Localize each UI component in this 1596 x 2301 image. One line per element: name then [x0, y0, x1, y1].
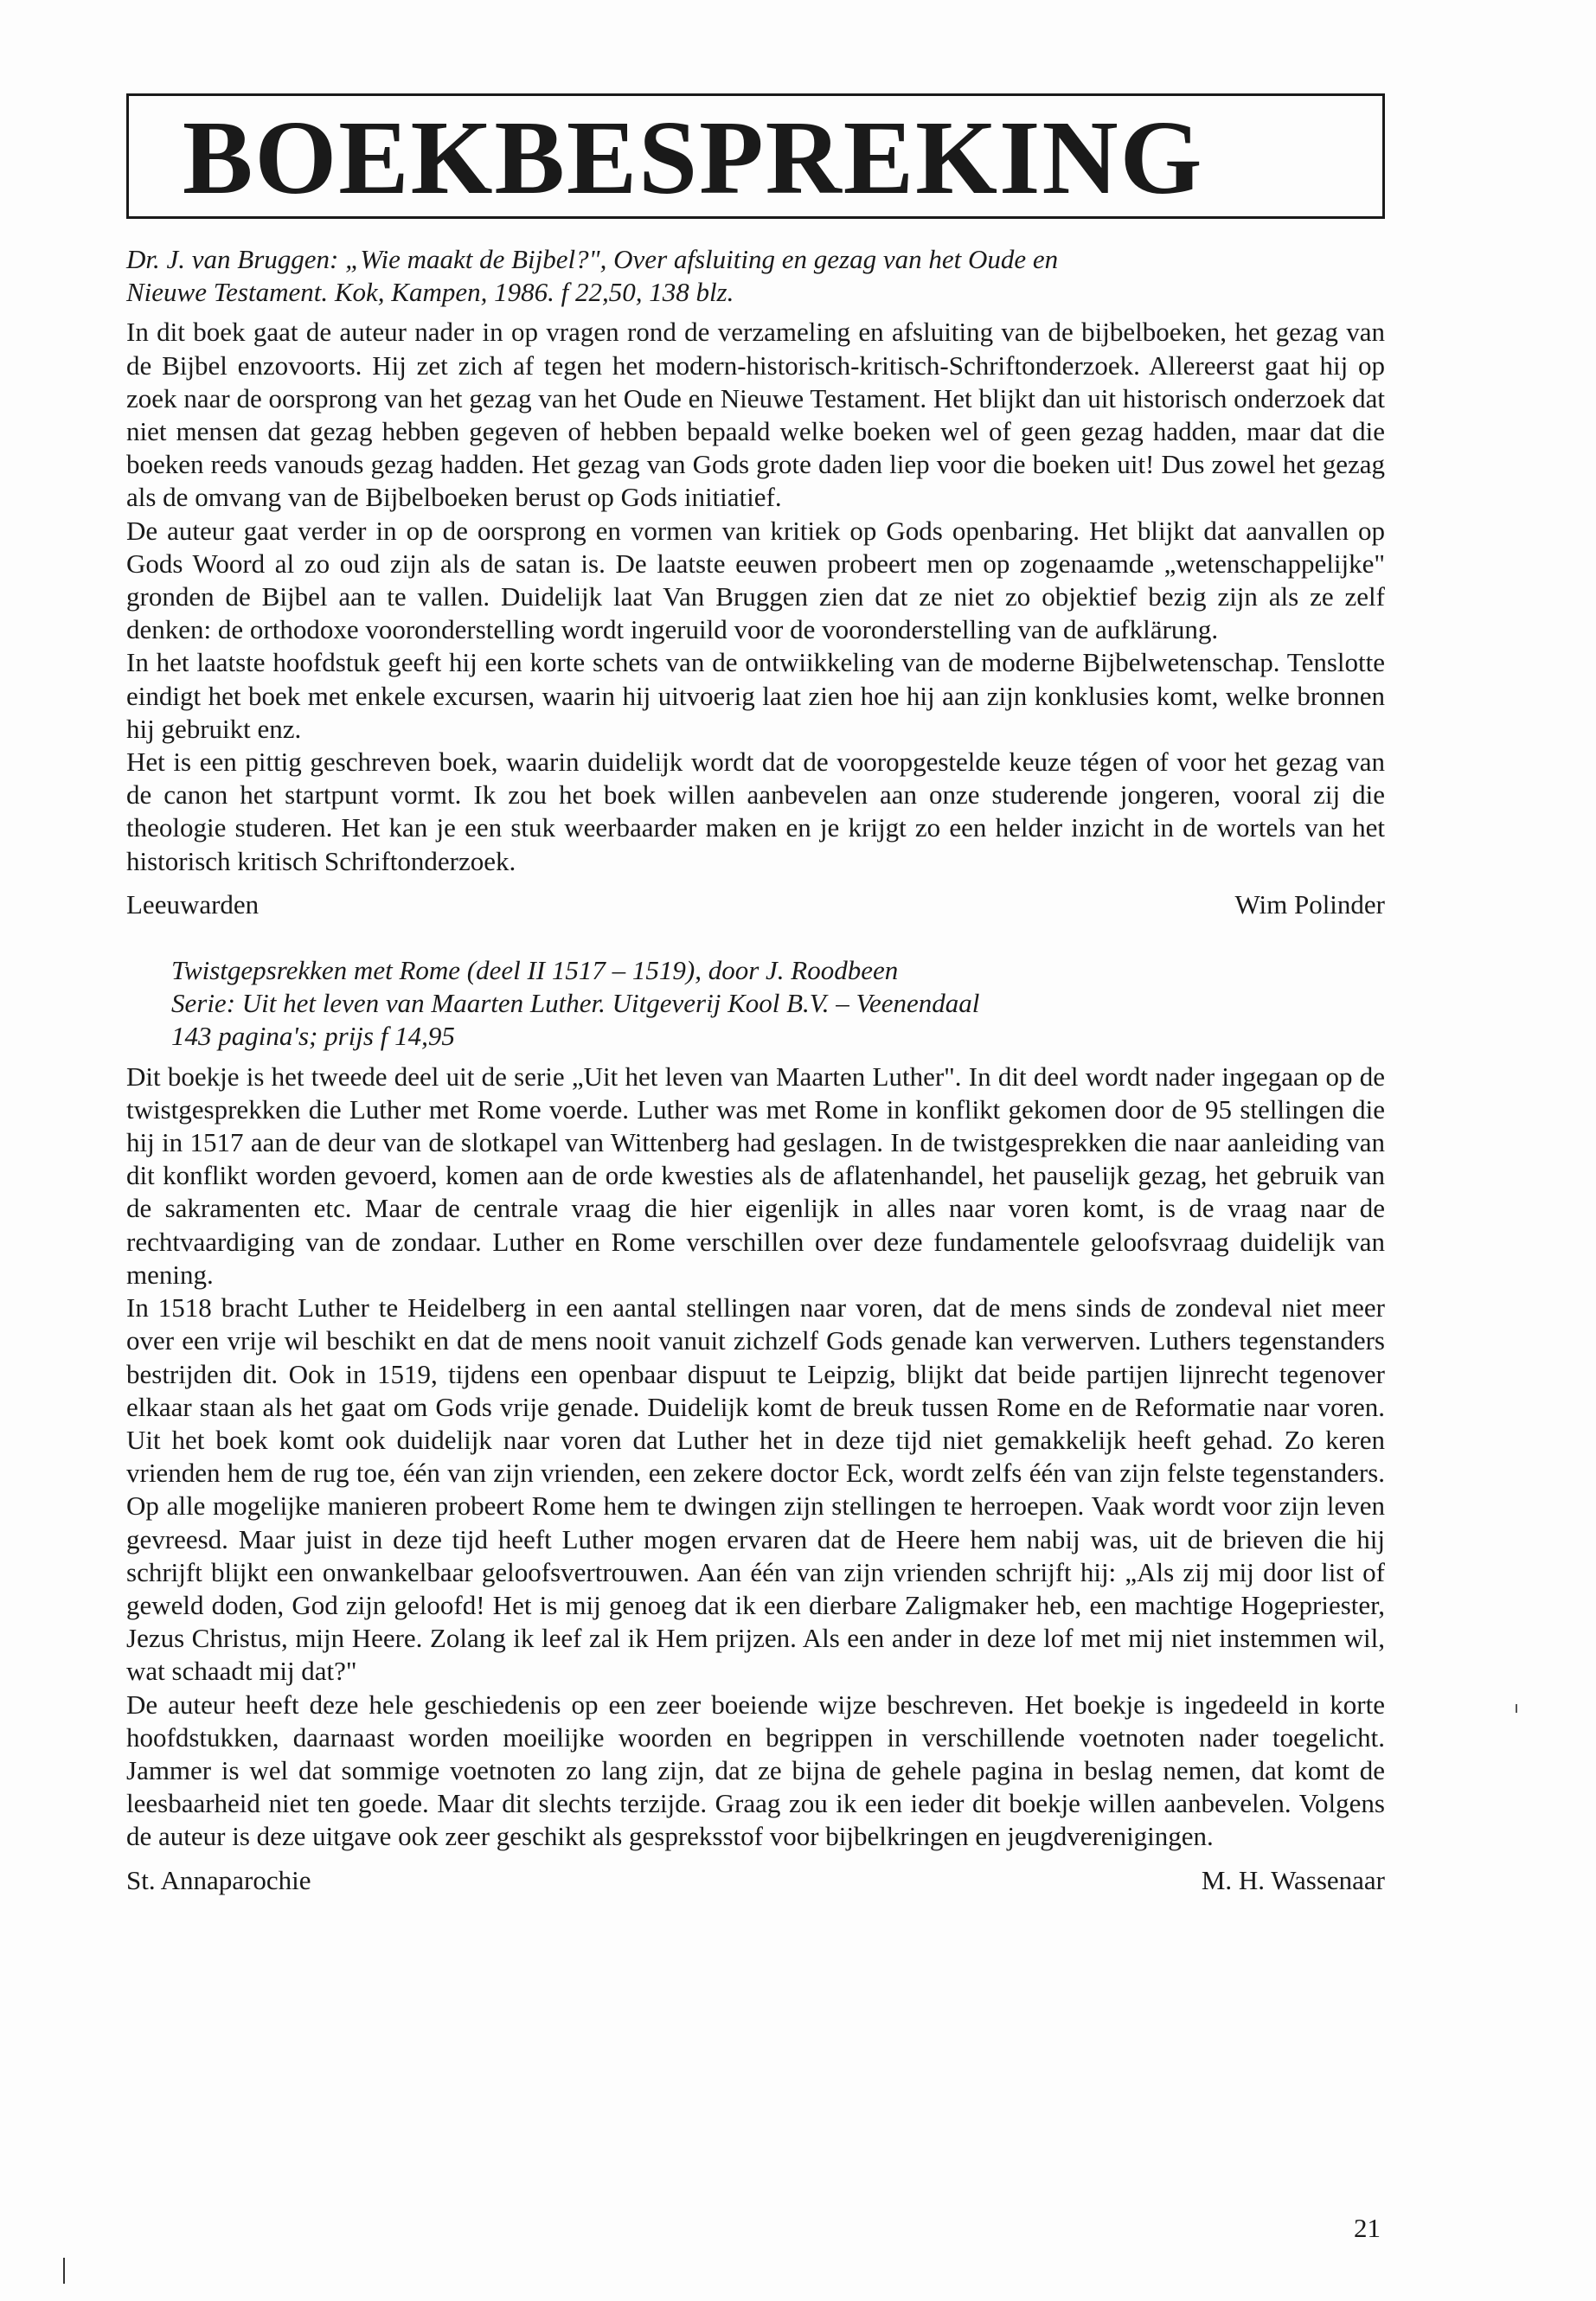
review-2: [126, 954, 1385, 1897]
review-1: [126, 243, 1385, 921]
review-2-citation: [126, 954, 1385, 1054]
review-paragraph: Het is een pittig geschreven boek, waarin duidelijk wordt dat de vooropgestelde keuze tégen of voor het gezag van de canon het startpunt vormt. Ik zou het boek willen aanbevelen aan onze studerende jongeren, vooral zij die theologie studeren. Het kan je een stuk weerbaarder maken en je krijgt zo een helder inzicht in de wortels van het historisch kritisch Schriftonderzoek.: [126, 747, 1385, 876]
review-paragraph: Dit boekje is het tweede deel uit de serie „Uit het leven van Maarten Luther". In dit deel wordt nader ingegaan op de twistgesprekken die Luther met Rome voerde. Luther was met Rome in konflikt gekomen door de 95 stellingen die hij in 1517 aan de deur van de slotkapel van Wittenberg had geslagen. In de twistgesprekken die naar aanleiding van dit konflikt worden gevoerd, komen aan de orde kwesties als de aflatenhandel, het pauselijk gezag, het gebruik van de sakramenten etc. Maar de centrale vraag die hier eigenlijk in alles naar voren komt, is de vraag naar de rechtvaardiging van de zondaar. Luther en Rome verschillen over deze fundamentele geloofsvraag duidelijk van mening.: [126, 1061, 1385, 1290]
review-paragraph: De auteur heeft deze hele geschiedenis op een zeer boeiende wijze beschreven. Het boekje is ingedeeld in korte hoofdstukken, daarnaast worden moeilijke woorden en begrippen in verschillende voetnoten nader toegelicht. Jammer is wel dat sommige voetnoten zo lang zijn, dat ze bijna de gehele pagina in beslag nemen, dat komt de leesbaarheid niet ten goede. Maar dit slechts terzijde. Graag zou ik een ieder dit boekje willen aanbevelen. Volgens de auteur is deze uitgave ook zeer geschikt als gespreksstof voor bijbelkringen en jeugdverenigingen.: [126, 1689, 1385, 1852]
page: [126, 93, 1385, 1897]
page-number: 21: [1354, 2213, 1381, 2243]
signature-place: Leeuwarden: [126, 888, 260, 920]
review-1-citation: [126, 243, 1385, 309]
signature-author: Wim Polinder: [1234, 888, 1385, 920]
review-paragraph: In het laatste hoofdstuk geeft hij een korte schets van de ontwiikkeling van de moderne Bijbelwetenschap. Tenslotte eindigt het boek met enkele excursen, waarin hij uitvoerig laat zien hoe hij aan zijn konklusies komt, welke bronnen hij gebruikt enz.: [126, 647, 1385, 744]
scan-mark: [1516, 1704, 1517, 1713]
citation-line: Serie: Uit het leven van Maarten Luther. Uitgeverij Kool B.V. – Veenendaal: [171, 988, 980, 1019]
citation-line: Twistgepsrekken met Rome (deel II 1517 – 1519), door J. Roodbeen: [171, 955, 899, 986]
review-paragraph: De auteur gaat verder in op de oorsprong en vormen van kritiek op Gods openbaring. Het blijkt dat aanvallen op Gods Woord al zo oud zijn als de satan is. De laatste eeuwen probeert men op zogenaamde „wetenschappelijke" gronden de Bijbel aan te vallen. Duidelijk laat Van Bruggen zien dat ze niet zo objektief bezig zijn als ze zelf denken: de orthodoxe vooronderstelling wordt ingeruild voor de vooronderstelling van de aufklärung.: [126, 515, 1385, 645]
signature-author: M. H. Wassenaar: [1201, 1864, 1385, 1895]
review-paragraph: In dit boek gaat de auteur nader in op vragen rond de verzameling en afsluiting van de bijbelboeken, het gezag van de Bijbel enzovoorts. Hij zet zich af tegen het modern-historisch-kritisch-Schriftonderzoek. Allereerst gaat hij op zoek naar de oorsprong van het gezag van het Oude en Nieuwe Testament. Het blijkt dan uit historisch onderzoek dat niet mensen dat gezag hebben gegeven of hebben bepaald welke boeken wel of geen gezag hadden, maar dat die boeken reeds vanouds gezag hadden. Het gezag van Gods grote daden liep voor die boeken uit! Dus zowel het gezag als de omvang van de Bijbelboeken berust op Gods initiatief.: [126, 317, 1385, 513]
citation-line: Dr. J. van Bruggen: „Wie maakt de Bijbel?", Over afsluiting en gezag van het Oude en: [126, 244, 1059, 274]
scan-mark: [63, 2258, 65, 2284]
signature-place: St. Annaparochie: [126, 1864, 311, 1895]
header-box: [126, 93, 1385, 219]
review-1-signature: [126, 888, 1385, 921]
review-2-signature: [126, 1864, 1385, 1897]
citation-line: 143 pagina's; prijs f 14,95: [171, 1021, 455, 1052]
page-title: BOEKBESPREKING: [183, 99, 1204, 216]
citation-line: Nieuwe Testament. Kok, Kampen, 1986. f 22,50, 138 blz.: [126, 277, 734, 308]
review-paragraph: In 1518 bracht Luther te Heidelberg in een aantal stellingen naar voren, dat de mens sinds de zondeval niet meer over een vrije wil beschikt en dat de mens nooit vanuit zichzelf Gods genade kan verwerven. Luthers tegenstanders bestrijden dit. Ook in 1519, tijdens een openbaar dispuut te Leipzig, blijkt dat beide partijen lijnrecht tegenover elkaar staan als het gaat om Gods vrije genade. Duidelijk komt de breuk tussen Rome en de Reformatie naar voren. Uit het boek komt ook duidelijk naar voren dat Luther het in deze tijd niet gemakkelijk heeft gehad. Zo keren vrienden hem de rug toe, één van zijn vrienden, een zekere doctor Eck, wordt zelfs één van zijn felste tegenstanders. Op alle mogelijke manieren probeert Rome hem te dwingen zijn stellingen te herroepen. Vaak wordt voor zijn leven gevreesd. Maar juist in deze tijd heeft Luther mogen ervaren dat de Heere hem nabij was, uit de brieven die hij schrijft blijkt een onwankelbaar geloofsvertrouwen. Aan één van zijn vrienden schrijft hij: „Als zij mij door list of geweld doden, God zijn geloofd! Het is mij genoeg dat ik een dierbare Zaligmaker heb, een machtige Hogepriester, Jezus Christus, mijn Heere. Zolang ik leef zal ik Hem prijzen. Als een ander in deze lof met mij niet instemmen wil, wat schaadt mij dat?": [126, 1292, 1385, 1687]
